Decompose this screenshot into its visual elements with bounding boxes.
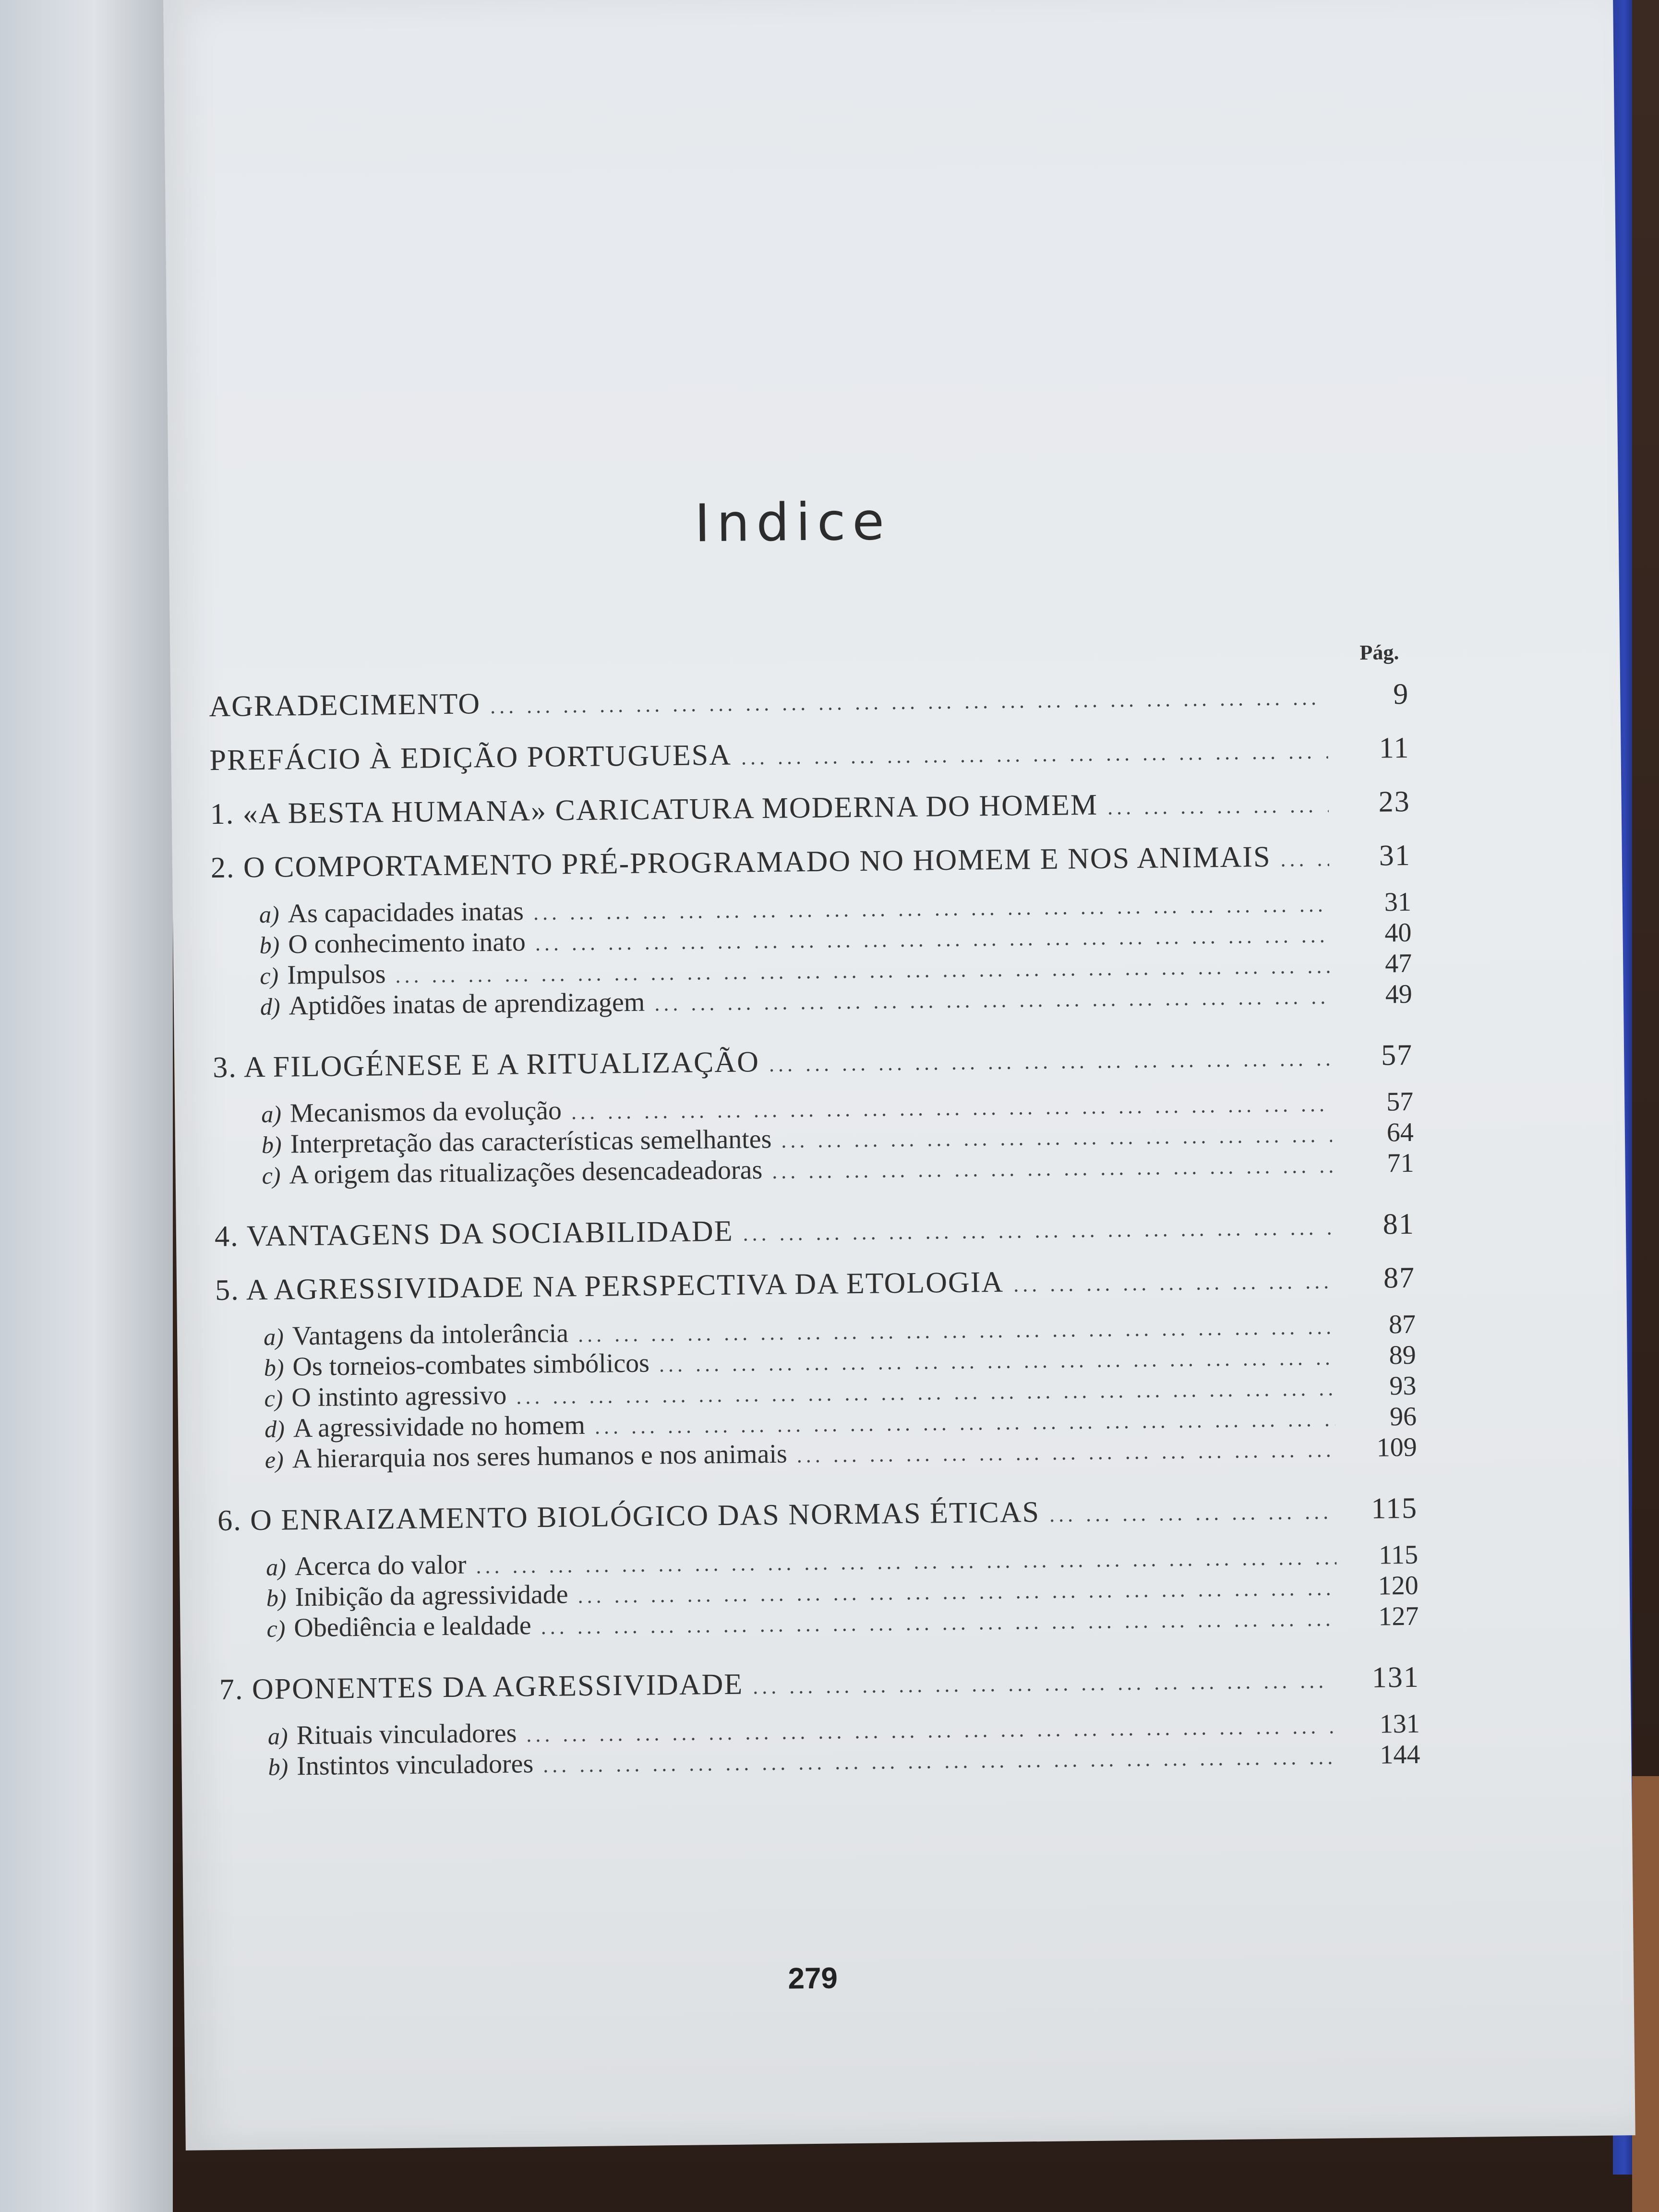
section-page-number: 40 (1384, 917, 1412, 948)
section-title: A agressividade no homem (293, 1410, 586, 1443)
dot-leader (796, 1435, 1335, 1471)
section-page-number: 64 (1386, 1117, 1414, 1148)
chapter-page-number: 81 (1382, 1207, 1415, 1241)
section-title: Inibição da agressividade (295, 1579, 568, 1612)
page-column-header: Pág. (1359, 640, 1399, 664)
dot-leader (1107, 790, 1329, 824)
section-marker: b) (268, 1753, 289, 1780)
previous-page-text (0, 19, 68, 480)
chapter-title: AGRADECIMENTO (209, 687, 481, 723)
section-page-number: 131 (1379, 1708, 1420, 1739)
section-title: Impulsos (287, 959, 386, 990)
previous-page (0, 0, 173, 2212)
section-marker: b) (264, 1354, 284, 1381)
section-title: Obediência e lealdade (294, 1611, 532, 1643)
section-marker: d) (264, 1415, 285, 1443)
section-marker: b) (261, 1131, 282, 1158)
section-title: As capacidades inatas (288, 896, 524, 929)
dot-leader (543, 1742, 1339, 1781)
chapter-title: 7. OPONENTES DA AGRESSIVIDADE (219, 1668, 744, 1706)
chapter-page-number: 57 (1381, 1038, 1413, 1072)
table-edge (1632, 1776, 1659, 2212)
section-title: A hierarquia nos seres humanos e nos animais (292, 1439, 788, 1474)
section-page-number: 144 (1380, 1739, 1420, 1770)
chapter-title: 4. VANTAGENS DA SOCIABILIDADE (214, 1214, 733, 1253)
chapter-page-number: 131 (1371, 1660, 1420, 1694)
chapter-page-number: 9 (1393, 677, 1409, 711)
section-title: O instinto agressivo (291, 1380, 507, 1413)
section-marker: a) (267, 1722, 288, 1750)
table-of-contents (209, 678, 1420, 1782)
section-marker: a) (261, 1100, 282, 1128)
section-page-number: 47 (1384, 948, 1412, 979)
section-title: Vantagens da intolerância (292, 1318, 569, 1351)
section-title: Interpretação das características semelhantes (290, 1124, 772, 1159)
dot-leader (753, 1665, 1338, 1703)
section-page-number: 57 (1386, 1086, 1414, 1117)
section-marker: c) (262, 1162, 281, 1189)
section-page-number: 87 (1388, 1309, 1416, 1340)
section-marker: c) (260, 962, 279, 990)
chapter-title: 1. «A BESTA HUMANA» CARICATURA MODERNA DO HOMEM (210, 788, 1098, 831)
section-marker: a) (259, 901, 279, 928)
dot-leader (743, 1212, 1333, 1250)
section-marker: a) (263, 1323, 284, 1350)
section-page-number: 109 (1376, 1432, 1418, 1463)
dot-leader (772, 1151, 1333, 1187)
dot-leader (1013, 1266, 1334, 1301)
section-title: Mecanismos da evolução (289, 1095, 562, 1129)
section-title: Instintos vinculadores (296, 1749, 534, 1781)
chapter-title: 3. A FILOGÉNESE E A RITUALIZAÇÃO (212, 1046, 760, 1084)
section-page-number: 89 (1389, 1340, 1417, 1370)
chapter-page-number: 23 (1378, 785, 1410, 818)
section-page-number: 115 (1378, 1539, 1419, 1570)
chapter-page-number: 11 (1379, 731, 1410, 765)
section-page-number: 71 (1387, 1148, 1414, 1178)
section-title: A origem das ritualizações desencadeadoras (289, 1155, 763, 1190)
chapter-title: 6. O ENRAIZAMENTO BIOLÓGICO DAS NORMAS ÉTICAS (217, 1496, 1040, 1537)
section-marker: a) (265, 1553, 287, 1581)
section-page-number: 127 (1378, 1601, 1419, 1632)
section-page-number: 96 (1389, 1401, 1417, 1432)
section-marker: c) (266, 1615, 286, 1642)
section-page-number: 31 (1384, 887, 1412, 917)
page-title: Indice (694, 492, 891, 554)
chapter-page-number: 31 (1379, 839, 1411, 872)
previous-page-fragment (0, 51, 8, 212)
section-page-number: 93 (1389, 1370, 1417, 1401)
dot-leader (741, 736, 1328, 774)
section-title: Acerca do valor (294, 1550, 467, 1582)
index-page (163, 0, 1635, 2151)
chapter-page-number: 87 (1383, 1261, 1416, 1295)
dot-leader (1049, 1496, 1336, 1531)
chapter-title: PREFÁCIO À EDIÇÃO PORTUGUESA (209, 738, 732, 777)
section-title: Rituais vinculadores (296, 1718, 517, 1751)
section-marker: b) (266, 1584, 287, 1611)
chapter-page-number: 115 (1370, 1491, 1418, 1525)
section-marker: e) (264, 1446, 284, 1473)
chapter-title: 5. A AGRESSIVIDADE NA PERSPECTIVA DA ETOLOGIA (215, 1265, 1004, 1307)
section-page-number: 49 (1385, 979, 1413, 1010)
section-marker: d) (260, 993, 280, 1020)
dot-leader (1280, 843, 1329, 876)
section-marker: b) (259, 931, 280, 959)
section-title: Os torneios-combates simbólicos (292, 1348, 650, 1382)
section-marker: c) (264, 1384, 283, 1412)
dot-leader (769, 1043, 1332, 1081)
section-title: O conhecimento inato (288, 927, 526, 960)
section-title: Aptidões inatas de aprendizagem (289, 987, 645, 1021)
chapter-title: 2. O COMPORTAMENTO PRÉ-PROGRAMADO NO HOMEM E NOS ANIMAIS (210, 840, 1271, 885)
page-number: 279 (788, 1961, 838, 1996)
section-page-number: 120 (1378, 1570, 1419, 1601)
